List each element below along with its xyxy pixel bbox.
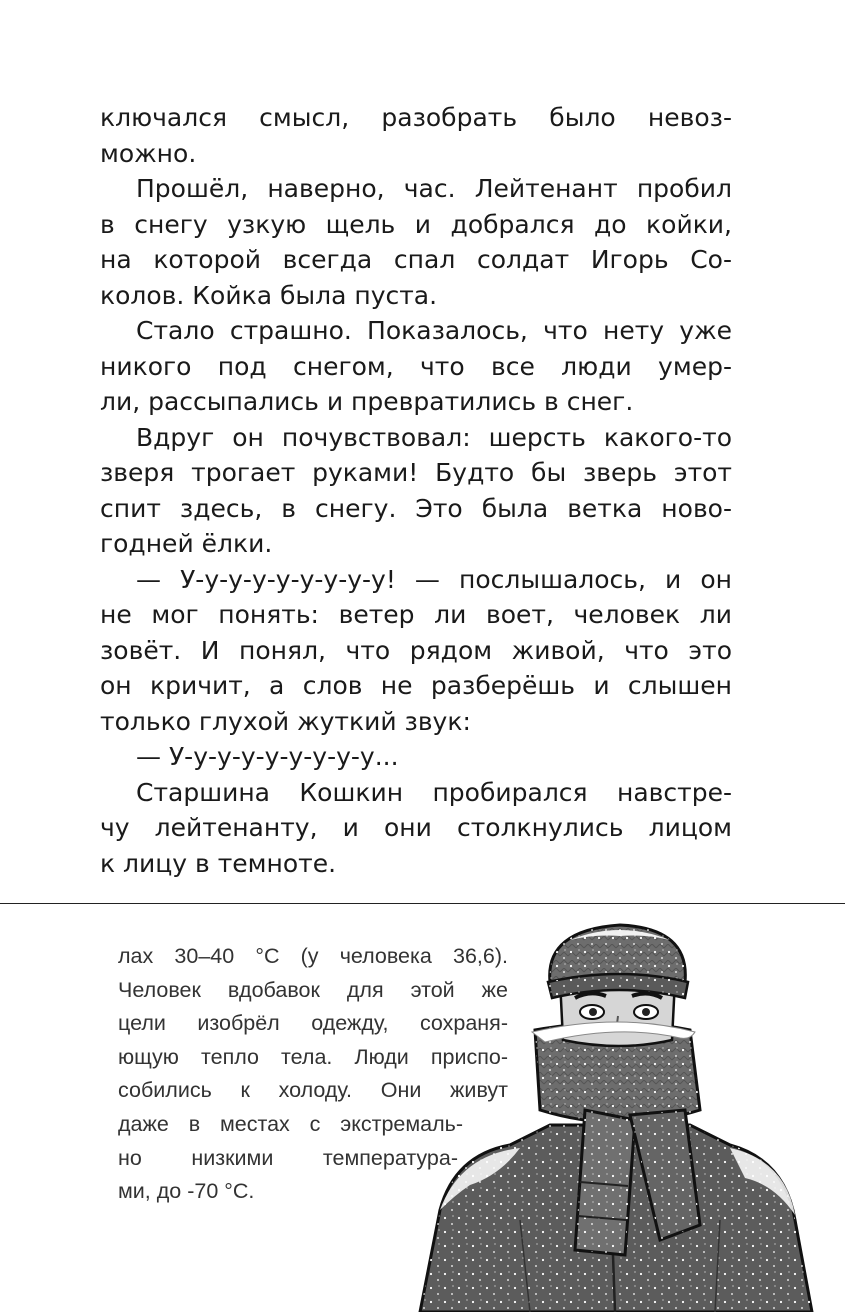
text-line: ли, рассыпались и превратились в снег.	[100, 387, 634, 416]
text-line: спит здесь, в снегу. Это была ветка ново-	[100, 493, 732, 523]
text-line: никого под снегом, что все люди умер-	[100, 351, 732, 381]
sidebar-line: ми, до -70 °С.	[118, 1179, 255, 1204]
sidebar-line: но низкими температура-	[118, 1145, 458, 1170]
text-line: чу лейтенанту, и они столкнулись лицом	[100, 813, 732, 842]
sidebar-line: цели изобрёл одежду, сохраня-	[118, 1011, 508, 1036]
text-line: Прошёл, наверно, час. Лейтенант пробил	[136, 174, 732, 203]
text-line: только глухой жуткий звук:	[100, 706, 471, 736]
text-line: — У-у-у-у-у-у-у-у-у! — послышалось, и он	[136, 564, 732, 594]
text-line: зовёт. И понял, что рядом живой, что это	[100, 635, 732, 665]
text-line: Вдруг он почувствовал: шерсть какого-то	[136, 422, 732, 452]
main-text-block	[100, 100, 732, 881]
frozen-person-in-scarf-icon	[400, 920, 845, 1312]
sidebar-line: лах 30–40 °С (у человека 36,6).	[118, 944, 508, 968]
text-line: можно.	[100, 138, 197, 168]
text-line: на которой всегда спал солдат Игорь Со-	[100, 245, 732, 274]
sidebar-line: ющую тепло тела. Люди приспо-	[118, 1044, 508, 1069]
text-line: годней ёлки.	[100, 529, 273, 558]
text-line: зверя трогает руками! Будто бы зверь этот	[100, 458, 732, 487]
text-line: — У-у-у-у-у-у-у-у-у...	[136, 742, 399, 771]
text-line: в снегу узкую щель и добрался до койки,	[100, 209, 732, 239]
frozen-person-illustration	[400, 920, 845, 1312]
sidebar-line: собились к холоду. Они живут	[118, 1078, 508, 1103]
text-line: не мог понять: ветер ли воет, человек ли	[100, 600, 732, 629]
text-line: Старшина Кошкин пробирался навстре-	[136, 777, 732, 807]
section-divider	[0, 903, 845, 904]
text-line: ключался смысл, разобрать было невоз-	[100, 103, 732, 132]
text-line: Стало страшно. Показалось, что нету уже	[136, 316, 732, 345]
text-line: он кричит, а слов не разберёшь и слышен	[100, 671, 732, 700]
sidebar-line: даже в местах с экстремаль-	[118, 1111, 463, 1136]
text-line: колов. Койка была пуста.	[100, 280, 438, 310]
sidebar-line: Человек вдобавок для этой же	[118, 977, 508, 1002]
text-line: к лицу в темноте.	[100, 848, 337, 878]
